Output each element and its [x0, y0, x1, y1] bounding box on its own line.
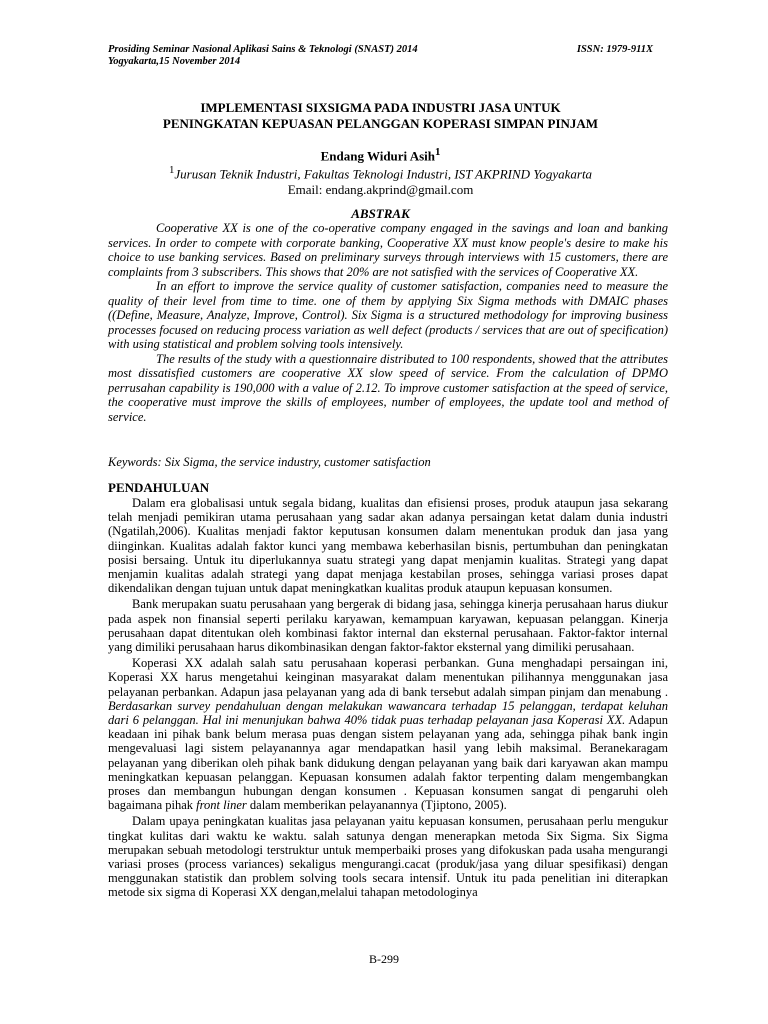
p3-part-a: Koperasi XX adalah salah satu perusahaan koperasi perbankan. Guna menghadapi persaingan ini, Koperasi XX harus mengetahui keinginan masyarakat dalam menentukan pilihannya menggunakan jasa pelayanan perbankan. Adapun jasa pelayanan yang ada di bank tersebut adalah simpan pinjam dan menabung .	[108, 656, 668, 699]
author-sup: 1	[435, 146, 441, 158]
author-name: Endang Widuri Asih	[320, 148, 435, 164]
section-heading: PENDAHULUAN	[108, 480, 210, 495]
title-line-1: IMPLEMENTASI SIXSIGMA PADA INDUSTRI JASA UNTUK	[200, 100, 561, 115]
keywords-text: : Six Sigma, the service industry, customer satisfaction	[157, 455, 431, 469]
keywords-label: Keywords	[108, 455, 158, 469]
body-paragraph-1: Dalam era globalisasi untuk segala bidang, kualitas dan efisiensi proses, produk ataupun jasa sekarang telah menjadi pemikiran utama perusahaan yang sadar akan adanya persaingan ketat dalam dunia industri (Ngatilah,2006). Kualitas menjadi faktor keputusan konsumen dalam menentukan produk dan jasa yang diinginkan. Kualitas adalah faktor kunci yang membawa keberhasilan bisnis, pertumbuhan dan peningkatan posisi bersaing. Untuk itu diperlukannya suatu strategi yang dapat menjamin kualitas. Strategi yang dapat menjamin kualitas adalah strategi yang dapat menjaga kestabilan proses, sehingga variasi proses dapat dikendalikan dengan tujuan untuk dapat meningkatkan kualitas produk ataupun kepuasan konsumen.	[108, 496, 668, 596]
body-paragraph-4: Dalam upaya peningkatan kualitas jasa pelayanan yaitu kepuasan konsumen, perusahaan perlu mengukur tingkat kulitas dari waktu ke waktu. salah satunya dengan menerapkan metoda Six Sigma. Six Sigma merupakan sebuah metodologi terstruktur untuk memperbaiki proses yang difokuskan pada usaha mengurangi variasi proses (process variances) sekaligus mengurangi.cacat (produk/jasa yang diluar spesifikasi) dengan menggunakan statistik dan problem solving tools secara intensif. Untuk itu pada penelitian ini diterapkan metode six sigma di Koperasi XX dengan,melalui tahapan metodologinya	[108, 814, 668, 900]
author-block	[108, 145, 653, 197]
paper-title	[108, 100, 653, 132]
body-paragraph-3	[108, 656, 668, 812]
abstract-body	[108, 221, 668, 424]
title-line-2: PENINGKATAN KEPUASAN PELANGGAN KOPERASI SIMPAN PINJAM	[162, 116, 599, 131]
abstract-heading: ABSTRAK	[351, 206, 410, 221]
affiliation-line	[108, 163, 653, 181]
abstract-paragraph-1: Cooperative XX is one of the co-operative company engaged in the savings and loan and banking services. In order to compete with corporate banking, Cooperative XX must know people's desire to make his choice to use banking services. Based on preliminary surveys through interviews with 15 customers, there are complaints from 3 subscribers. This shows that 20% are not satisfied with the services of Cooperative XX.	[108, 221, 668, 279]
affiliation: Jurusan Teknik Industri, Fakultas Teknologi Industri, IST AKPRIND Yogyakarta	[174, 166, 593, 182]
body-paragraph-2: Bank merupakan suatu perusahaan yang bergerak di bidang jasa, sehingga kinerja perusahaan harus diukur pada aspek non finansial seperti perilaku karyawan, kemampuan karyawan, kepuasan pelanggan. Kinerja perusahaan dapat ditentukan oleh kombinasi faktor internal dan eksternal perusahaan. Faktor-faktor internal yang dimiliki perusahaan harus dikombinasikan dengan faktor-faktor eksternal yang dimiliki perusahaan.	[108, 597, 668, 655]
running-header	[108, 44, 653, 68]
author-email: Email: endang.akprind@gmail.com	[287, 181, 474, 197]
p3-part-e: dalam memberikan pelayanannya (Tjiptono, 2005).	[246, 798, 507, 813]
p3-part-c: Adapun keadaan ini pihak bank belum merasa puas dengan sistem pelayanan yang ada, sehingga pihak bank ingin mengevaluasi lagi sistem pelayanannya agar mendapatkan hasil yang lebih maksimal. Beranekaragam pelayanan yang diberikan oleh pihak bank didukung dengan pelayanan yang baik dari karyawan akan mampu meningkatkan kepuasan pelanggan. Kepuasan konsumen adalah faktor terpenting dalam mengembangkan proses dan membangun hubungan dengan konsumen . Kepuasan konsumen sangat di pengaruhi oleh bagaimana pihak	[108, 713, 668, 813]
header-date: Yogyakarta,15 November 2014	[108, 56, 241, 67]
p3-italic-frontliner: front liner	[196, 798, 247, 813]
section-body	[108, 496, 668, 902]
affiliation-sup: 1	[168, 164, 175, 177]
header-issn: ISSN: 1979-911X	[576, 44, 653, 55]
author-name-line	[108, 145, 653, 163]
p3-italic-survey: Berdasarkan survey pendahuluan dengan melakukan wawancara terhadap 15 pelanggan, terdapat keluhan dari 6 pelanggan. Hal ini menunjukan bahwa 40% tidak puas terhadap pelayanan jasa Koperasi XX.	[108, 698, 668, 728]
abstract-paragraph-3: The results of the study with a questionnaire distributed to 100 respondents, showed that the attributes most dissatisfied customers are cooperative XX slow speed of service. From the calculation of DPMO perrusahan capability is 190,000 with a value of 2.12. To improve customer satisfaction at the speed of service, the cooperative must improve the skills of employees, number of employees, the update tool and method of service.	[108, 351, 668, 424]
keywords-line	[108, 455, 668, 470]
header-proceedings: Prosiding Seminar Nasional Aplikasi Sains & Teknologi (SNAST) 2014	[108, 44, 418, 55]
abstract-paragraph-2: In an effort to improve the service quality of customer satisfaction, companies need to measure the quality of their level from time to time. one of them by applying Six Sigma methods with DMAIC phases ((Define, Measure, Analyze, Improve, Control). Six Sigma is a structured methodology for improving business processes focused on reducing process variation as well defect (products / services that are out of specification) with using statistical and problem solving tools intensively.	[108, 279, 668, 351]
page-number: B-299	[369, 952, 399, 966]
